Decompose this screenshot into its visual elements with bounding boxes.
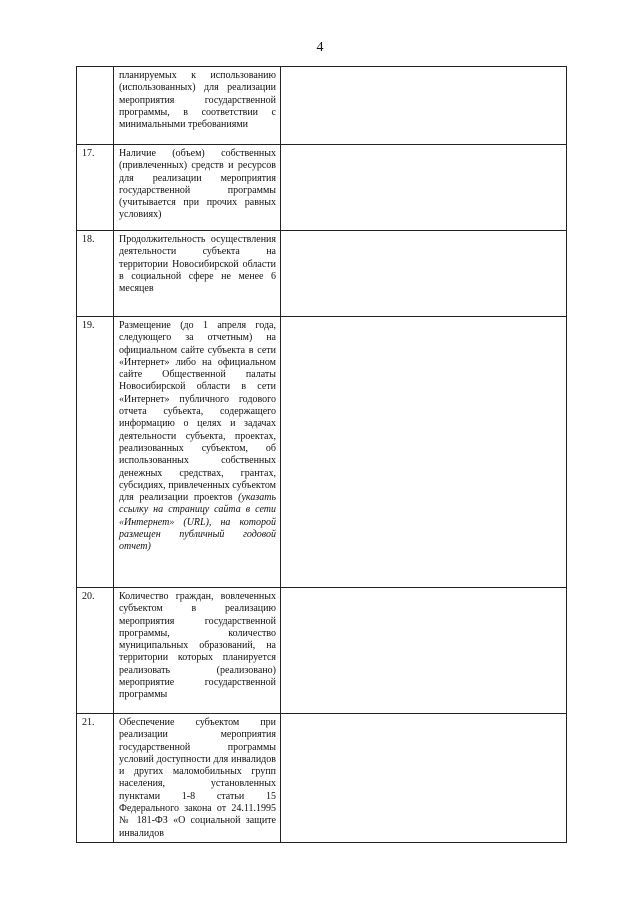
criterion-note: (указать ссылку на страницу сайта в сети «Интернет» (URL), на которой размещен публичный годовой отчет) bbox=[119, 492, 276, 553]
table-row bbox=[77, 231, 567, 317]
criterion-text: планируемых к использованию (использованных) для реализации мероприятия государственной программы, в соответствии с минимальными требованиями bbox=[114, 67, 281, 145]
row-number: 19. bbox=[77, 317, 114, 588]
criterion-value bbox=[281, 588, 567, 714]
criterion-text: Размещение (до 1 апреля года, следующего за отчетным) на официальном сайте субъекта в сети «Интернет» либо на официальном сайте Общественной палаты Новосибирской области в сети «Интернет» публичного годового отчета субъекта, содержащего информацию о целях и задачах деятельности субъекта, проектах, реализованных субъектом, об использованных собственных денежных средствах, грантах, субсидиях, привлеченных субъектом для реализации проектов (указать ссылку на страницу сайта в сети «Интернет» (URL), на которой размещен публичный годовой отчет) bbox=[114, 317, 281, 588]
page-number: 4 bbox=[316, 40, 324, 55]
criterion-text: Продолжительность осуществления деятельности субъекта на территории Новосибирской области в социальной сфере не менее 6 месяцев bbox=[114, 231, 281, 317]
criterion-text: Обеспечение субъектом при реализации мероприятия государственной программы условий доступности для инвалидов и других маломобильных групп населения, установленных пунктами 1-8 статьи 15 Федерального закона от 24.11.1995 № 181-ФЗ «О социальной защите инвалидов bbox=[114, 714, 281, 843]
table-row bbox=[77, 588, 567, 714]
table-row bbox=[77, 714, 567, 843]
criterion-value bbox=[281, 714, 567, 843]
row-number bbox=[77, 67, 114, 145]
table-row bbox=[77, 67, 567, 145]
criteria-table bbox=[76, 66, 567, 843]
criterion-value bbox=[281, 231, 567, 317]
criterion-value bbox=[281, 145, 567, 231]
criterion-text: Наличие (объем) собственных (привлеченных) средств и ресурсов для реализации мероприятия государственной программы (учитывается при прочих равных условиях) bbox=[114, 145, 281, 231]
criterion-value bbox=[281, 317, 567, 588]
row-number: 21. bbox=[77, 714, 114, 843]
table-row bbox=[77, 145, 567, 231]
row-number: 17. bbox=[77, 145, 114, 231]
row-number: 18. bbox=[77, 231, 114, 317]
criterion-text: Количество граждан, вовлеченных субъектом в реализацию мероприятия государственной программы, количество муниципальных образований, на территории которых планируется реализовать (реализовано) мероприятие государственной программы bbox=[114, 588, 281, 714]
criterion-value bbox=[281, 67, 567, 145]
table-row bbox=[77, 317, 567, 588]
row-number: 20. bbox=[77, 588, 114, 714]
